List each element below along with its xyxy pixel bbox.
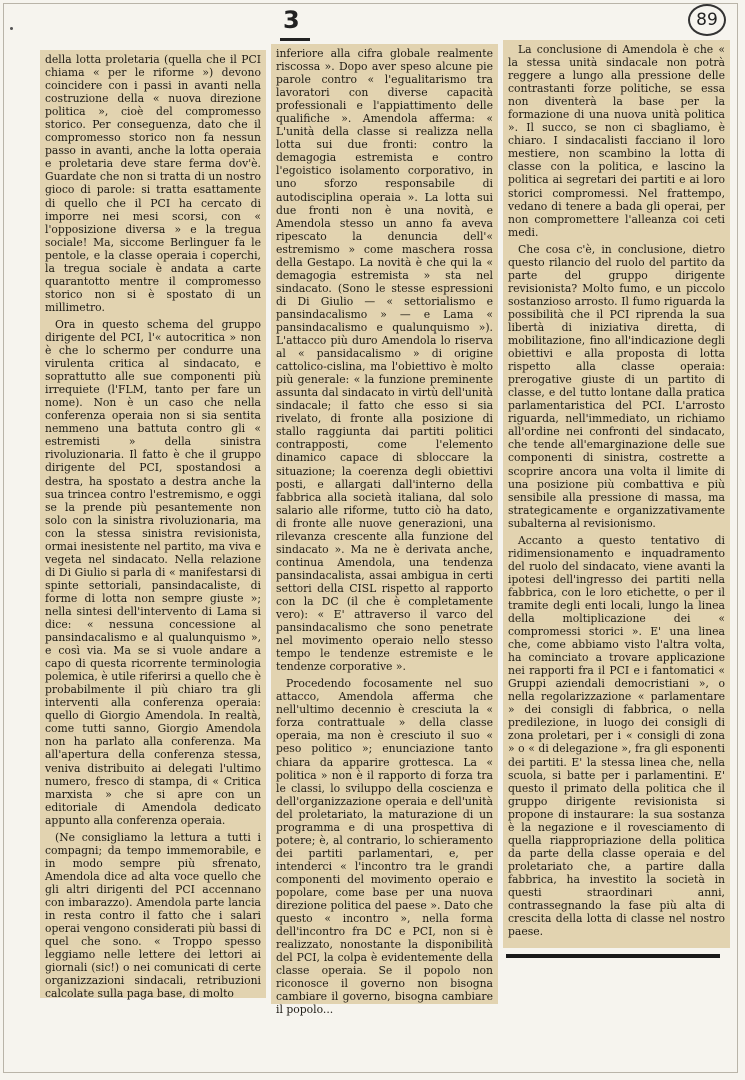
paragraph: (Ne consigliamo la lettura a tutti i compagni; da tempo immemorabile, e in modo sempre più sfrenato, Amendola dice ad alta voce quello che gli altri dirigenti del PCI accennano con imbarazzo). Amendola parte lancia in resta contro il fatto che i salari operai vengono considerati più bassi di quel che sono. « Troppo spesso leggiamo nelle lettere dei lettori ai giornali (sic!) o nei comunicati di certe organizzazioni sindacali, retribuzioni calcolate sulla paga base, di molto <box>45 830 261 1001</box>
handwritten-number: 3 <box>283 6 300 34</box>
article-column-3 <box>503 40 730 948</box>
paragraph: La conclusione di Amendola è che « la stessa unità sindacale non potrà reggere a lungo alla pressione delle contrastanti forze politiche, se essa non diventerà la base per la formazione di una nuova unità politica ». Il succo, se non ci sbagliamo, è chiaro. I sindacalisti facciano il loro mestiere, non scambino la lotta di classe con la politica, e lascino la politica ai segretari dei partiti e ai loro storici compromessi. Nel frattempo, vedano di tenere a bada gli operai, per non compromettere l'alleanza coi ceti medi. <box>508 43 725 239</box>
paragraph: Procedendo focosamente nel suo attacco, Amendola afferma che nell'ultimo decennio è cresciuta la « forza contrattuale » della classe operaia, ma non è cresciuto il suo « peso politico »; enunciazione tanto chiara da apparire grottesca. La « politica » non è il rapporto di forza tra le classi, lo sviluppo della coscienza e dell'organizzazione operaia e dell'unità del proletariato, la maturazione di un programma e di una prospettiva di potere; è, al contrario, lo schieramento dei partiti parlamentari, e, per intenderci « l'incontro tra le grandi componenti del movimento operaio e popolare, come base per una nuova direzione politica del paese ». Dato che questo « incontro », nella forma dell'incontro fra DC e PCI, non si è realizzato, nonostante la disponibilità del PCI, la colpa è evidentemente della classe operaia. Se il popolo non riconosce il governo non bisogna cambiare il governo, bisogna cambiare il popolo... <box>276 677 493 1017</box>
paragraph: Accanto a questo tentativo di ridimensionamento e inquadramento del ruolo del sindacato, viene avanti la ipotesi dell'ingresso dei partiti nella fabbrica, con le loro etichette, o per il tramite degli enti locali, lungo la linea della moltiplicazione dei « compromessi storici ». E' una linea che, come abbiamo visto l'altra volta, ha cominciato a trovare applicazione nei rapporti fra il PCI e i fantomatici « Gruppi aziendali democristiani », o nella regolarizzazione « parlamentare » dei consigli di fabbrica, o nella predilezione, in luogo dei consigli di zona proletari, per i « consigli di zona » o « di delegazione », fra gli esponenti dei partiti. E' la stessa linea che, nella scuola, si batte per i parlamentini. E' questo il primato della politica che il gruppo dirigente revisionista si propone di instaurare: la sua sostanza è la negazione e il rovesciamento di quella riappropriazione della politica da parte della classe operaia e del proletariato che, a partire dalla fabbrica, ha investito la società in questi straordinari anni, contrassegnando la fase più alta di crescita della lotta di classe nel nostro paese. <box>508 533 725 939</box>
article-column-2 <box>271 44 498 1017</box>
page-number: 89 <box>688 4 726 36</box>
paragraph: inferiore alla cifra globale realmente riscossa ». Dopo aver speso alcune pie parole contro « l'egualitarismo tra lavoratori con diverse capacità professionali e l'appiattimento delle qualifiche ». Amendola afferma: « L'unità della classe si realizza nella lotta sui due fronti: contro la demagogia estremista e contro l'egoistico isolamento corporativo, in uno sforzo responsabile di autodisciplina operaia ». La lotta sui due fronti non è una novità, e Amendola stesso un anno fa aveva ripescato la denuncia dell'« estremismo » come maschera rossa della Gestapo. La novità è che qui la « demagogia estremista » sta nel sindacato. (Sono le stesse espressioni di Di Giulio — « settorialismo e pansindacalismo » — e Lama « pansindacalismo e qualunquismo »). L'attacco più duro Amendola lo riserva al « pansidacalismo » di origine cattolico-cislina, ma l'obiettivo è molto più generale: « la funzione preminente assunta dal sindacato in virtù dell'unità sindacale; il fatto che esso si sia rivelato, di fronte alla posizione di stallo raggiunta dai partiti politici contrapposti, come l'elemento dinamico capace di sbloccare la situazione; la coerenza degli obiettivi posti, e allargati dall'interno della fabbrica alla società italiana, dal solo salario alle riforme, tutto ciò ha dato, di fronte alle nuove generazioni, una rilevanza crescente alla funzione del sindacato ». Ma ne è derivata anche, continua Amendola, una tendenza pansindacalista, assai ambigua in certi settori della CISL rispetto al rapporto con la DC (il che è completamente vero): « E' attraverso il varco del pansindacalismo che sono penetrate nel movimento operaio nello stesso tempo le tendenze estremiste e le tendenze corporative ». <box>276 47 493 674</box>
end-rule <box>506 954 720 958</box>
handwritten-underline <box>280 38 310 41</box>
article-column-1 <box>40 50 266 1001</box>
paragraph: Ora in questo schema del gruppo dirigente del PCI, l'« autocritica » non è che lo schermo per condurre una virulenta critica al sindacato, e soprattutto alle sue componenti più irrequiete (l'FLM, tanto per fare un nome). Non è un caso che nella conferenza operaia non si sia sentita nemmeno una battuta contro gli « estremisti » della sinistra rivoluzionaria. Il fatto è che il gruppo dirigente del PCI, spostandosi a destra, ha spostato a destra anche la sua trincea contro l'estremismo, e oggi se la prende più pesantemente non solo con la sinistra rivoluzionaria, ma con la stessa sinistra revisionista, ormai inesistente nel partito, ma viva e vegeta nel sindacato. Nella relazione di Di Giulio si parla di « manifestarsi di spinte settoriali, pansindacaliste, di forme di lotta non sempre giuste »; nella sintesi dell'intervento di Lama si dice: « nessuna concessione al pansindacalismo e al qualunquismo », e così via. Ma se si vuole andare a capo di questa ricorrente terminologia polemica, è utile riferirsi a quello che è probabilmente il più chiaro tra gli interventi alla conferenza operaia: quello di Giorgio Amendola. In realtà, come tutti sanno, Giorgio Amendola non ha parlato alla conferenza. Ma all'apertura della conferenza stessa, veniva distribuito ai delegati l'ultimo numero, fresco di stampa, di « Critica marxista » che si apre con un editoriale di Amendola dedicato appunto alla conferenza operaia. <box>45 317 261 827</box>
paragraph: della lotta proletaria (quella che il PCI chiama « per le riforme ») devono coincidere con i passi in avanti nella costruzione della « nuova direzione politica », cioè del compromesso storico. Per conseguenza, dato che il compromesso storico non fa nessun passo in avanti, anche la lotta operaia e proletaria deve stare ferma dov'è. Guardate che non si tratta di un nostro gioco di parole: si tratta esattamente di quello che il PCI ha cercato di imporre nei mesi scorsi, con « l'opposizione diversa » e la tregua sociale! Ma, siccome Berlinguer fa le pentole, e la classe operaia i coperchi, la tregua sociale è andata a carte quarantotto mentre il compromesso storico non si è spostato di un millimetro. <box>45 53 261 314</box>
margin-mark <box>10 27 13 30</box>
paragraph: Che cosa c'è, in conclusione, dietro questo rilancio del ruolo del partito da parte del gruppo dirigente revisionista? Molto fumo, e un piccolo sostanzioso arrosto. Il fumo riguarda la possibilità che il PCI riprenda la sua libertà di iniziativa diretta, di mobilitazione, fino all'indicazione degli obiettivi e alla proposta di lotta rispetto alla classe operaia: prerogative giuste di un partito di classe, e del tutto lontane dalla pratica parlamentaristica del PCI. L'arrosto riguarda, nell'immediato, un richiamo all'ordine nei confronti del sindacato, che tende all'emarginazione delle sue componenti di sinistra, costrette a scoprire ancora una volta il limite di una posizione più combattiva e più sensibile alla pressione di massa, ma strategicamente e organizzativamente subalterna al revisionismo. <box>508 242 725 530</box>
